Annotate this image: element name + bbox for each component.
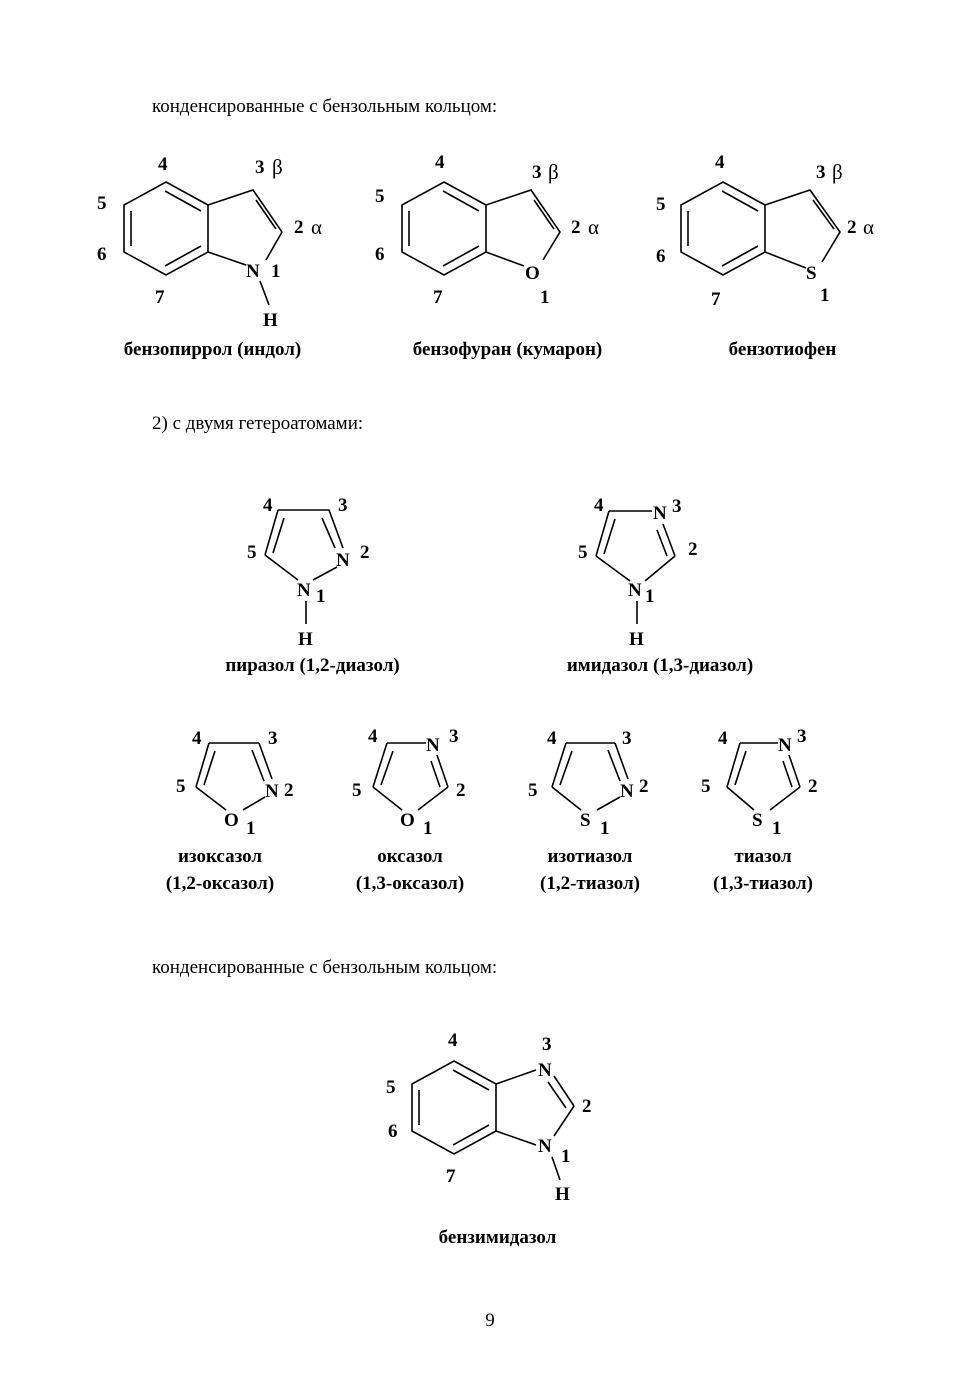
locant-2: 2	[456, 780, 466, 801]
structure-pyrazole	[247, 495, 370, 650]
locant-3: 3	[449, 726, 459, 747]
locant-3: 3	[797, 726, 807, 747]
locant-alpha: α	[588, 215, 600, 239]
locant-4: 4	[718, 728, 728, 749]
locant-1: 1	[540, 287, 550, 308]
structure-oxazole	[352, 726, 466, 839]
caption-isoxazole-alt: (1,2-оксазол)	[165, 873, 275, 894]
locant-1: 1	[423, 818, 433, 839]
benzimidazole-double-bond	[453, 1125, 489, 1145]
heading-fused-benzene-1: конденсированные с бензольным кольцом:	[152, 96, 498, 117]
benzimidazole-bond	[496, 1070, 536, 1084]
locant-4: 4	[263, 495, 273, 516]
locant-2: 2	[284, 780, 294, 801]
oxazole-double-bond	[431, 761, 440, 787]
benzothiophene-thiophene-bonds	[765, 190, 840, 262]
indole-double-bond	[256, 200, 276, 229]
locant-1: 1	[316, 586, 326, 607]
indole-double-bond	[165, 246, 201, 266]
caption-isoxazole: изоксазол	[177, 846, 263, 867]
locant-1: 1	[561, 1146, 571, 1167]
pyrazole-bond	[265, 555, 298, 580]
locant-1: 1	[246, 818, 256, 839]
benzimidazole-double-bond	[548, 1082, 566, 1108]
benzofuran-double-bond	[443, 246, 479, 266]
benzofuran-benzene-ring	[402, 182, 486, 275]
locant-2: 2	[294, 217, 304, 238]
benzofuran-bond	[486, 252, 524, 266]
imidazole-bond	[596, 511, 609, 556]
locant-alpha: α	[311, 215, 323, 239]
atom-label-n: N	[778, 735, 792, 756]
benzofuran-double-bond	[443, 191, 479, 211]
locant-5: 5	[528, 780, 538, 801]
atom-label-n: N	[538, 1136, 552, 1157]
thiazole-bond	[727, 743, 740, 787]
locant-3: 3	[255, 157, 265, 178]
benzofuran-furan-bonds	[486, 190, 560, 260]
atom-label-n: N	[620, 781, 634, 802]
locant-2: 2	[688, 539, 698, 560]
locant-3: 3	[672, 496, 682, 517]
locant-3: 3	[622, 728, 632, 749]
locant-7: 7	[433, 287, 443, 308]
locant-5: 5	[97, 193, 107, 214]
pyrazole-bond	[265, 510, 278, 555]
caption-isothiazole: изотиазол	[547, 846, 633, 867]
atom-label-o: O	[224, 810, 239, 831]
imidazole-bond	[596, 556, 630, 581]
indole-benzene-ring	[124, 182, 208, 275]
isoxazole-bond	[196, 743, 209, 787]
caption-thiazole: тиазол	[734, 846, 792, 867]
locant-4: 4	[448, 1030, 458, 1051]
atom-label-n: N	[265, 781, 279, 802]
caption-isothiazole-alt: (1,2-тиазол)	[540, 873, 640, 894]
locant-5: 5	[656, 194, 666, 215]
caption-thiazole-alt: (1,3-тиазол)	[713, 873, 813, 894]
isoxazole-double-bond	[252, 750, 264, 781]
benzothiophene-benzene-ring	[681, 182, 765, 275]
locant-2: 2	[639, 776, 649, 797]
locant-4: 4	[158, 154, 168, 175]
atom-label-o: O	[525, 263, 540, 284]
structure-benzofuran	[375, 152, 599, 308]
locant-beta: β	[272, 155, 283, 179]
locant-5: 5	[247, 542, 257, 563]
locant-4: 4	[547, 728, 557, 749]
isothiazole-ns-bond	[597, 797, 620, 810]
caption-imidazole: имидазол (1,3-диазол)	[566, 655, 754, 676]
isoxazole-no-bond	[243, 797, 265, 810]
atom-label-h: H	[263, 310, 278, 331]
benzothiophene-double-bond	[722, 246, 758, 266]
atom-label-n: N	[336, 550, 350, 571]
caption-oxazole: оксазол	[377, 846, 443, 867]
locant-1: 1	[820, 285, 830, 306]
benzimidazole-nh-bond	[552, 1157, 560, 1180]
locant-6: 6	[388, 1121, 398, 1142]
isothiazole-double-bond	[608, 750, 620, 781]
locant-6: 6	[97, 244, 107, 265]
structure-isothiazole	[528, 728, 649, 839]
pyrazole-nn-bond	[313, 567, 337, 580]
locant-2: 2	[571, 217, 581, 238]
locant-7: 7	[711, 289, 721, 310]
locant-5: 5	[176, 776, 186, 797]
locant-2: 2	[582, 1096, 592, 1117]
locant-1: 1	[645, 586, 655, 607]
caption-oxazole-alt: (1,3-оксазол)	[355, 873, 465, 894]
locant-5: 5	[352, 780, 362, 801]
locant-3: 3	[532, 162, 542, 183]
benzothiophene-double-bond	[813, 200, 834, 229]
caption-indole: бензопиррол (индол)	[123, 339, 302, 360]
oxazole-bond	[373, 787, 402, 810]
atom-label-n: N	[653, 503, 667, 524]
imidazole-double-bond	[657, 530, 667, 556]
locant-1: 1	[772, 818, 782, 839]
benzothiophene-double-bond	[722, 191, 758, 211]
atom-label-s: S	[580, 810, 591, 831]
benzimidazole-bond	[496, 1131, 536, 1145]
benzimidazole-bond	[554, 1106, 574, 1136]
atom-label-n: N	[297, 580, 311, 601]
benzofuran-double-bond	[534, 200, 554, 229]
atom-label-o: O	[400, 810, 415, 831]
locant-4: 4	[368, 726, 378, 747]
indole-double-bond	[165, 191, 201, 211]
locant-3: 3	[542, 1034, 552, 1055]
structure-benzimidazole	[386, 1030, 592, 1205]
locant-5: 5	[375, 186, 385, 207]
atom-label-n: N	[246, 261, 260, 282]
locant-5: 5	[578, 542, 588, 563]
benzimidazole-benzene-ring	[412, 1061, 496, 1154]
benzothiophene-bond	[765, 252, 806, 268]
locant-2: 2	[847, 217, 857, 238]
locant-4: 4	[192, 728, 202, 749]
atom-label-n: N	[538, 1060, 552, 1081]
atom-label-h: H	[298, 629, 313, 650]
locant-alpha: α	[863, 215, 875, 239]
thiazole-bond	[727, 787, 754, 810]
structure-isoxazole	[176, 728, 294, 839]
atom-label-s: S	[752, 810, 763, 831]
locant-3: 3	[816, 162, 826, 183]
locant-3: 3	[268, 728, 278, 749]
locant-beta: β	[832, 160, 843, 184]
locant-4: 4	[435, 152, 445, 173]
thiazole-double-bond	[783, 761, 792, 787]
heading-two-heteroatoms: 2) с двумя гетероатомами:	[152, 413, 364, 434]
oxazole-bond	[418, 787, 448, 810]
atom-label-n: N	[628, 580, 642, 601]
isothiazole-bond	[552, 787, 581, 810]
indole-pyrrole-bonds	[208, 190, 282, 260]
structure-thiazole	[701, 726, 818, 839]
structure-benzothiophene	[656, 152, 874, 310]
locant-3: 3	[338, 495, 348, 516]
benzimidazole-bond	[554, 1076, 574, 1106]
caption-pyrazole: пиразол (1,2-диазол)	[225, 655, 400, 676]
thiazole-bond	[770, 787, 800, 810]
locant-7: 7	[155, 287, 165, 308]
locant-2: 2	[808, 776, 818, 797]
locant-6: 6	[375, 244, 385, 265]
isoxazole-bond	[196, 787, 226, 810]
imidazole-bond	[645, 556, 675, 581]
caption-benzimidazole: бензимидазол	[438, 1227, 557, 1248]
structure-imidazole	[578, 495, 698, 650]
atom-label-s: S	[806, 263, 817, 284]
locant-1: 1	[600, 818, 610, 839]
indole-nh-bond	[260, 281, 269, 305]
caption-benzofuran: бензофуран (кумарон)	[412, 339, 603, 360]
locant-4: 4	[715, 152, 725, 173]
locant-7: 7	[446, 1166, 456, 1187]
caption-benzothiophene: бензотиофен	[728, 339, 837, 360]
locant-5: 5	[701, 776, 711, 797]
locant-2: 2	[360, 542, 370, 563]
locant-6: 6	[656, 246, 666, 267]
heading-fused-benzene-2: конденсированные с бензольным кольцом:	[152, 957, 498, 978]
locant-4: 4	[594, 495, 604, 516]
page-number: 9	[485, 1310, 495, 1331]
structure-indole	[97, 154, 322, 331]
locant-beta: β	[548, 160, 559, 184]
locant-1: 1	[271, 261, 281, 282]
indole-bond	[208, 252, 246, 265]
isothiazole-bond	[552, 743, 566, 787]
atom-label-n: N	[426, 735, 440, 756]
oxazole-bond	[373, 743, 387, 787]
atom-label-h: H	[629, 629, 644, 650]
atom-label-h: H	[555, 1184, 570, 1205]
benzimidazole-double-bond	[453, 1070, 489, 1090]
locant-5: 5	[386, 1077, 396, 1098]
